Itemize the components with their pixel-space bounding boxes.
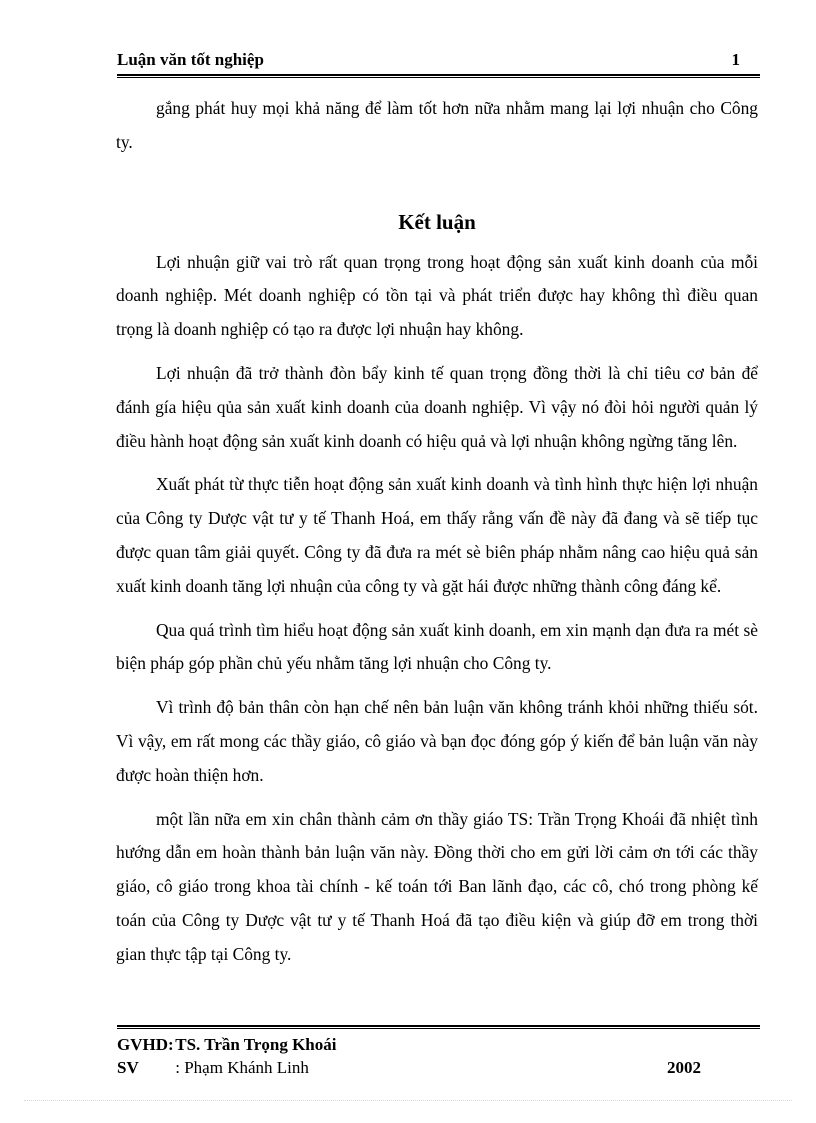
advisor-name: TS. Trần Trọng Khoái [175, 1035, 337, 1054]
footer-rule [117, 1025, 760, 1029]
paragraph-4: Qua quá trình tìm hiểu hoạt động sản xuất kinh doanh, em xin mạnh dạn đưa ra mét sè biện pháp góp phần chủ yếu nhằm tăng lợi nhuận cho Công ty. [116, 619, 758, 674]
page-footer [117, 1033, 707, 1079]
footer-year: 2002 [667, 1058, 701, 1077]
paragraph-1: Lợi nhuận giữ vai trò rất quan trọng trong hoạt động sản xuất kinh doanh của mỗi doanh nghiệp. Mét doanh nghiệp có tồn tại và phát triển được hay không thì điều quan trọng là doanh nghiệp có tạo ra được lợi nhuận hay không. [116, 251, 758, 340]
header-title: Luận văn tốt nghiệp [117, 50, 264, 69]
advisor-line [117, 1033, 707, 1056]
student-label: SV [117, 1058, 139, 1077]
student-name: : Phạm Khánh Linh [175, 1058, 309, 1077]
continuation-paragraph: gắng phát huy mọi khả năng để làm tốt hơn nữa nhằm mang lại lợi nhuận cho Công ty. [116, 98, 758, 152]
page-number: 1 [731, 50, 740, 69]
paragraph-6: một lần nữa em xin chân thành cảm ơn thầy giáo TS: Trần Trọng Khoái đã nhiệt tình hướng dẫn em hoàn thành bản luận văn này. Đồng thời cho em gửi lời cảm ơn tới các thầy giáo, cô giáo trong khoa tài chính - kế toán tới Ban lãnh đạo, các cô, chó trong phòng kế toán của Công ty Dược vật tư y tế Thanh Hoá đã tạo điều kiện và giúp đỡ em trong thời gian thực tập tại Công ty. [116, 808, 758, 964]
page-bottom-border [24, 1100, 792, 1101]
student-line [117, 1056, 707, 1079]
section-title: Kết luận [398, 209, 476, 234]
advisor-label: GVHD: [117, 1035, 174, 1054]
document-body [116, 92, 758, 982]
paragraph-2: Lợi nhuận đã trở thành đòn bẩy kinh tế quan trọng đồng thời là chỉ tiêu cơ bản để đánh gía hiệu qủa sản xuất kinh doanh của doanh nghiệp. Vì vậy nó đòi hỏi người quản lý điều hành hoạt động sản xuất kinh doanh có hiệu quả và lợi nhuận không ngừng tăng lên. [116, 362, 758, 451]
paragraph-5: Vì trình độ bản thân còn hạn chế nên bản luận văn không tránh khỏi những thiếu sót. Vì vậy, em rất mong các thầy giáo, cô giáo và bạn đọc đóng góp ý kiến để bản luận văn này được hoàn thiện hơn. [116, 697, 758, 785]
header-rule [117, 74, 760, 78]
paragraph-3: Xuất phát từ thực tiễn hoạt động sản xuất kinh doanh và tình hình thực hiện lợi nhuận của Công ty Dược vật tư y tế Thanh Hoá, em thấy rằng vấn đề này đã đang và sẽ tiếp tục được quan tâm giải quyết. Công ty đã đưa ra mét sè biên pháp nhằm nâng cao hiệu quả sản xuất kinh doanh tăng lợi nhuận của công ty và gặt hái được những thành công đáng kể. [116, 474, 758, 596]
page-header [117, 48, 740, 72]
